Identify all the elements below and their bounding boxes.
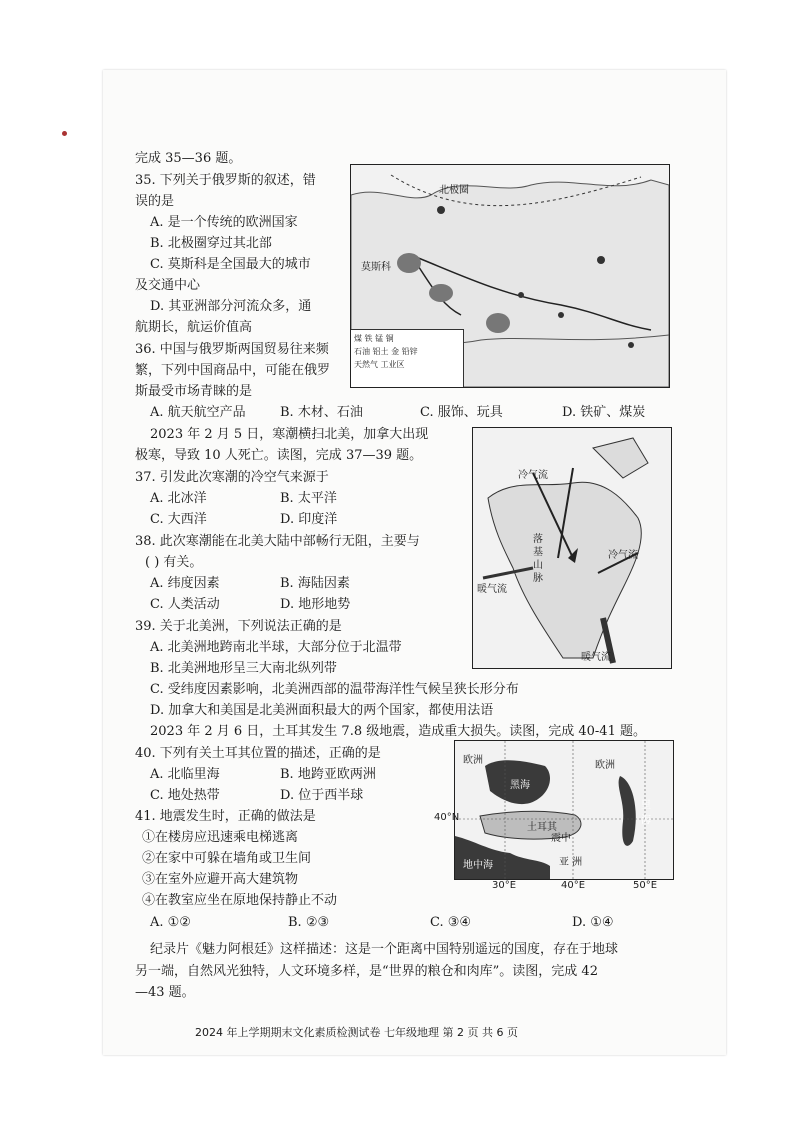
legend-row-1: 煤 铁 锰 铜 xyxy=(354,334,394,343)
page-footer: 2024 年上学期期末文化素质检测试卷 七年级地理 第 2 页 共 6 页 xyxy=(195,1026,518,1039)
q36-option-b: B. 木材、石油 xyxy=(280,405,363,420)
q37-stem: 37. 引发此次寒潮的冷空气来源于 xyxy=(135,470,329,485)
map-legend xyxy=(351,329,464,387)
intro-37-line2: 极寒，导致 10 人死亡。读图，完成 37—39 题。 xyxy=(135,448,423,463)
q35-option-c: C. 莫斯科是全国最大的城市 xyxy=(150,257,311,272)
asia-label: 亚 洲 xyxy=(559,857,583,868)
q41-stem: 41. 地震发生时，正确的做法是 xyxy=(135,809,316,824)
q36-option-d: D. 铁矿、煤炭 xyxy=(562,405,646,420)
q38-stem: 38. 此次寒潮能在北美大陆中部畅行无阻，主要与 xyxy=(135,534,420,549)
q41-item-4: ④在教室应坐在原地保持静止不动 xyxy=(142,893,338,908)
q36-option-c: C. 服饰、玩具 xyxy=(420,405,503,420)
q37-option-d: D. 印度洋 xyxy=(280,512,338,527)
intro-40: 2023 年 2 月 6 日，土耳其发生 7.8 级地震，造成重大损失。读图，完成 40-41 题。 xyxy=(150,724,646,739)
q41-item-3: ③在室外应避开高大建筑物 xyxy=(142,872,299,887)
russia-resource-map xyxy=(350,164,670,388)
mediterranean-label: 地中海 xyxy=(463,860,493,871)
q35-stem: 35. 下列关于俄罗斯的叙述，错 xyxy=(135,173,316,188)
black-sea-label: 黑海 xyxy=(510,780,530,791)
lon-50e-label: 50°E xyxy=(633,880,658,891)
intro-42-line3: —43 题。 xyxy=(135,985,195,1000)
intro-37-line1: 2023 年 2 月 5 日，寒潮横扫北美，加拿大出现 xyxy=(150,427,429,442)
q35-option-c-cont: 及交通中心 xyxy=(135,278,201,293)
legend-row-3: 天然气 工业区 xyxy=(354,360,405,369)
q35-option-d-cont: 航期长，航运价值高 xyxy=(135,320,253,335)
q39-option-a: A. 北美洲地跨南北半球，大部分位于北温带 xyxy=(150,640,402,655)
q36-stem: 36. 中国与俄罗斯两国贸易往来频 xyxy=(135,342,329,357)
q40-stem: 40. 下列有关土耳其位置的描述，正确的是 xyxy=(135,746,381,761)
europe-label-left: 欧洲 xyxy=(463,755,483,766)
lon-40e-label: 40°E xyxy=(561,880,586,891)
q41-option-c: C. ③④ xyxy=(430,915,472,930)
q38-option-d: D. 地形地势 xyxy=(280,597,351,612)
legend-row-2: 石油 铝土 金 铅锌 xyxy=(354,347,418,356)
q35-option-b: B. 北极圈穿过其北部 xyxy=(150,236,272,251)
q41-option-a: A. ①② xyxy=(150,915,191,930)
lat-40n-label: 40°N xyxy=(434,812,460,823)
rocky-mountains-label: 落 基 山 脉 xyxy=(533,534,543,584)
lon-30e-label: 30°E xyxy=(492,880,517,891)
q41-option-b: B. ②③ xyxy=(288,915,330,930)
q38-option-a: A. 纬度因素 xyxy=(150,576,220,591)
europe-label-right: 欧洲 xyxy=(595,760,615,771)
intro-42-line2: 另一端，自然风光独特，人文环境多样，是“世界的粮仓和肉库”。读图，完成 42 xyxy=(135,964,598,979)
q35-intro: 完成 35—36 题。 xyxy=(135,151,242,166)
arctic-circle-label: 北极圈 xyxy=(439,185,469,196)
q40-option-b: B. 地跨亚欧两洲 xyxy=(280,767,376,782)
north-america-map xyxy=(472,427,672,669)
cold-air-label-right: 冷气流 xyxy=(608,550,638,561)
caspian-sea-label: 里海 xyxy=(641,800,651,826)
q38-option-c: C. 人类活动 xyxy=(150,597,220,612)
q35-option-a: A. 是一个传统的欧洲国家 xyxy=(150,215,298,230)
q38-option-b: B. 海陆因素 xyxy=(280,576,350,591)
warm-air-label-left: 暖气流 xyxy=(477,584,507,595)
q40-option-c: C. 地处热带 xyxy=(150,788,220,803)
q37-option-a: A. 北冰洋 xyxy=(150,491,207,506)
q40-option-d: D. 位于西半球 xyxy=(280,788,364,803)
intro-42-line1: 纪录片《魅力阿根廷》这样描述：这是一个距离中国特别遥远的国度，存在于地球 xyxy=(150,942,619,957)
turkey-location-map xyxy=(454,740,674,880)
q37-option-b: B. 太平洋 xyxy=(280,491,337,506)
q36-stem-3: 斯最受市场青睐的是 xyxy=(135,384,253,399)
q36-option-a: A. 航天航空产品 xyxy=(150,405,246,420)
q37-option-c: C. 大西洋 xyxy=(150,512,207,527)
q38-stem-2: ( ) 有关。 xyxy=(145,555,203,570)
warm-air-label-bottom: 暖气流 xyxy=(581,652,611,663)
na-map-drawing xyxy=(473,428,671,668)
q35-option-d: D. 其亚洲部分河流众多，通 xyxy=(150,299,312,314)
moscow-label: 莫斯科 xyxy=(361,262,391,273)
q39-option-c: C. 受纬度因素影响，北美洲西部的温带海洋性气候呈狭长形分布 xyxy=(150,682,519,697)
q41-item-2: ②在家中可躲在墙角或卫生间 xyxy=(142,851,312,866)
q41-option-d: D. ①④ xyxy=(572,915,614,930)
epicenter-label: 震中 xyxy=(551,833,571,844)
q39-option-d: D. 加拿大和美国是北美洲面积最大的两个国家，都使用法语 xyxy=(150,703,494,718)
q35-stem-2: 误的是 xyxy=(135,194,175,209)
q40-option-a: A. 北临里海 xyxy=(150,767,220,782)
cold-air-label-top: 冷气流 xyxy=(518,470,548,481)
q39-option-b: B. 北美洲地形呈三大南北纵列带 xyxy=(150,661,337,676)
q36-stem-2: 繁，下列中国商品中，可能在俄罗 xyxy=(135,363,331,378)
ink-dot xyxy=(62,131,67,136)
q39-stem: 39. 关于北美洲，下列说法正确的是 xyxy=(135,619,342,634)
turkey-label: 土耳其 xyxy=(527,822,557,833)
q41-item-1: ①在楼房应迅速乘电梯逃离 xyxy=(142,830,299,845)
